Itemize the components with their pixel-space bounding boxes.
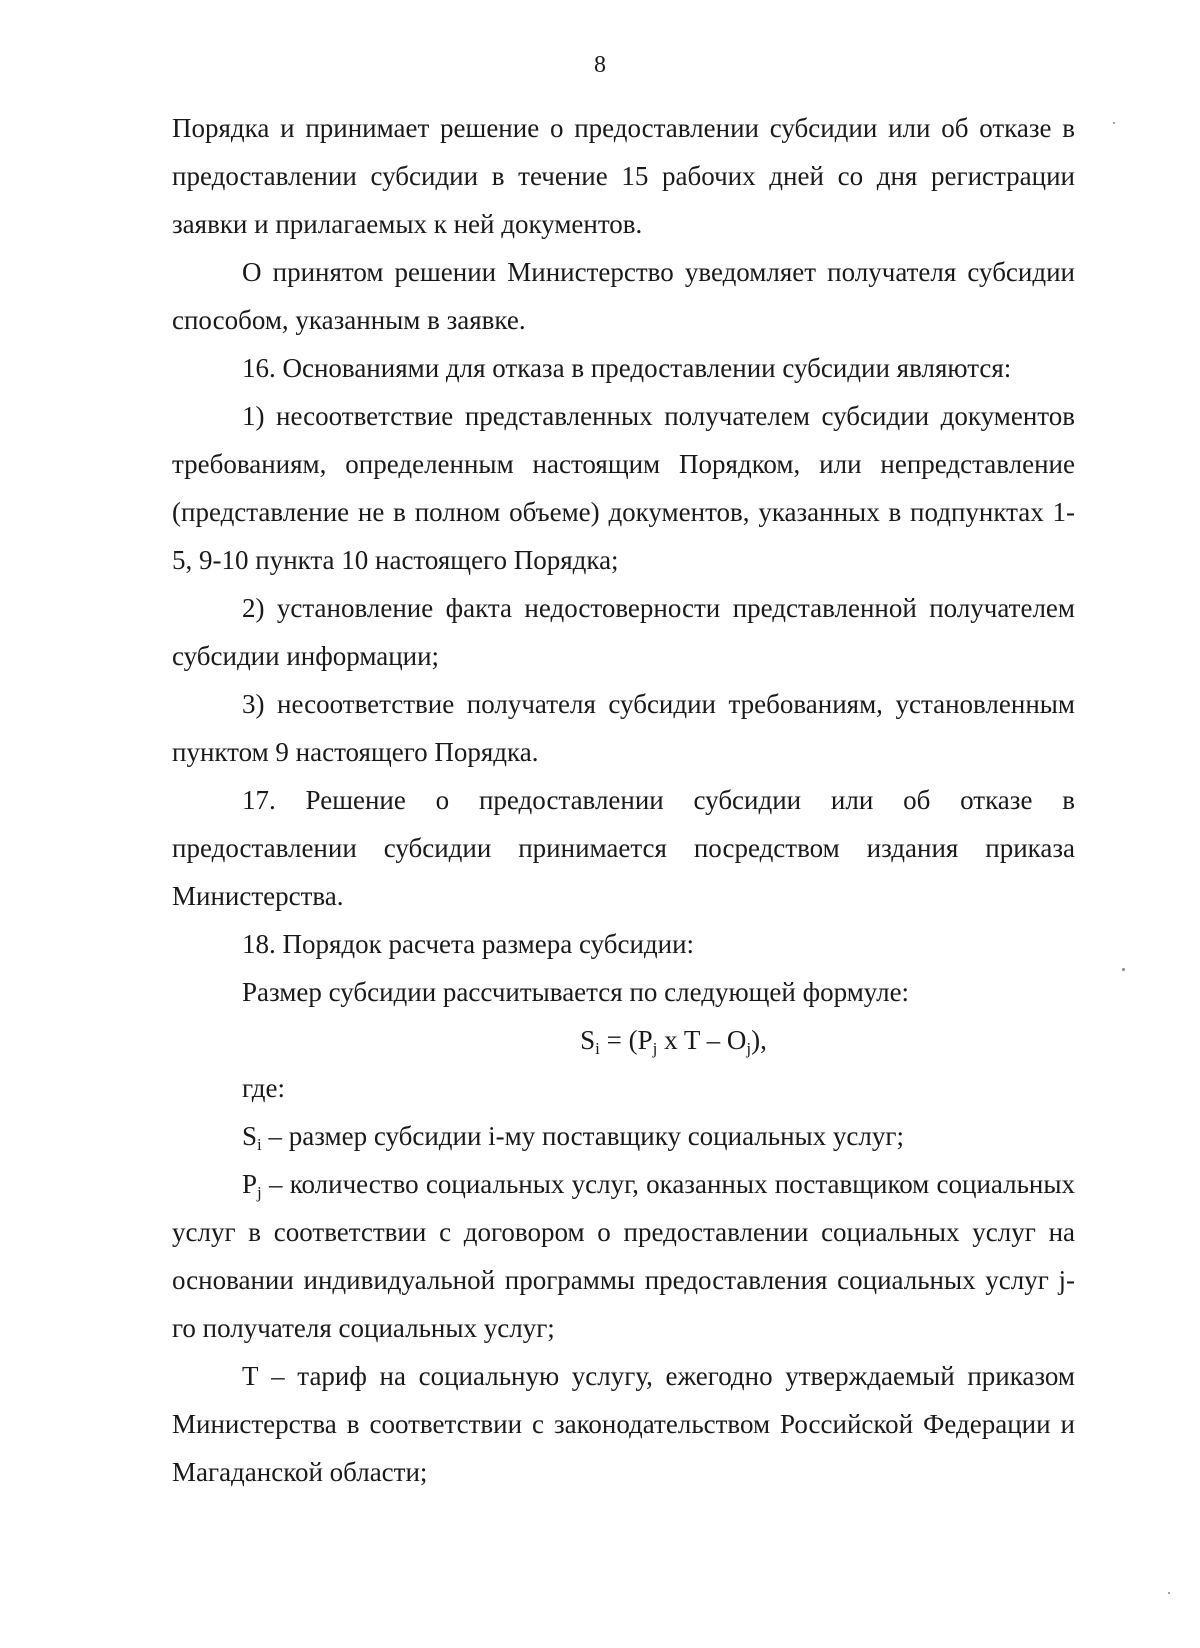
paragraph-18: 18. Порядок расчета размера субсидии: <box>242 929 695 959</box>
paragraph-17: 17. Решение о предоставлении субсидии или об отказе в предоставлении субсидии принимается посредством издания приказа Министерства. <box>172 785 1075 911</box>
scan-speck <box>1113 122 1115 124</box>
formula-s: S <box>580 1025 596 1055</box>
formula-mid: x T – O <box>657 1025 747 1055</box>
formula-eq-open: = (P <box>599 1025 653 1055</box>
definition-si-sub: i <box>257 1135 262 1154</box>
formula-p-sub: j <box>652 1039 658 1058</box>
definition-pj-symbol: P <box>242 1169 258 1199</box>
definition-t: Т – тариф на социальную услугу, ежегодно утверждаемый приказом Министерства в соответствии с законодательством Российской Федерации и Магаданской области; <box>172 1361 1075 1487</box>
definition-pj-text: – количество социальных услуг, оказанных поставщиком социальных услуг в соответствии с договором о предоставлении социальных услуг на основании индивидуальной программы предоставления социальных услуг j-го получателя социальных услуг; <box>172 1169 1075 1343</box>
page-number: 8 <box>594 52 606 78</box>
definition-pj <box>172 1160 1075 1352</box>
scan-speck <box>1122 968 1125 971</box>
formula-s-sub: i <box>595 1039 600 1058</box>
definition-si <box>172 1112 1075 1160</box>
document-body <box>172 104 1075 1496</box>
where-label: где: <box>242 1073 285 1103</box>
paragraph-16-item-1: 1) несоответствие представленных получателем субсидии документов требованиям, определенным настоящим Порядком, или непредставление (представление не в полном объеме) документов, указанных в подпунктах 1-5, 9-10 пункта 10 настоящего Порядка; <box>172 401 1075 575</box>
paragraph-16-item-3: 3) несоответствие получателя субсидии требованиям, установленным пунктом 9 настоящего Порядка. <box>172 689 1075 767</box>
definition-pj-sub: j <box>257 1183 262 1202</box>
formula-close: ), <box>751 1025 767 1055</box>
definition-si-symbol: S <box>242 1121 258 1151</box>
subsidy-formula <box>172 1016 1075 1064</box>
paragraph-16-item-2: 2) установление факта недостоверности представленной получателем субсидии информации; <box>172 593 1075 671</box>
formula-intro: Размер субсидии рассчитывается по следующей формуле: <box>242 977 910 1007</box>
paragraph-2: О принятом решении Министерство уведомляет получателя субсидии способом, указанным в заявке. <box>172 257 1075 335</box>
formula-o-sub: j <box>746 1039 752 1058</box>
paragraph-1: Порядка и принимает решение о предоставлении субсидии или об отказе в предоставлении субсидии в течение 15 рабочих дней со дня регистрации заявки и прилагаемых к ней документов. <box>172 113 1075 239</box>
paragraph-16: 16. Основаниями для отказа в предоставлении субсидии являются: <box>242 353 1012 383</box>
scan-speck <box>1168 1592 1170 1594</box>
definition-si-text: – размер субсидии i-му поставщику социальных услуг; <box>261 1121 904 1151</box>
